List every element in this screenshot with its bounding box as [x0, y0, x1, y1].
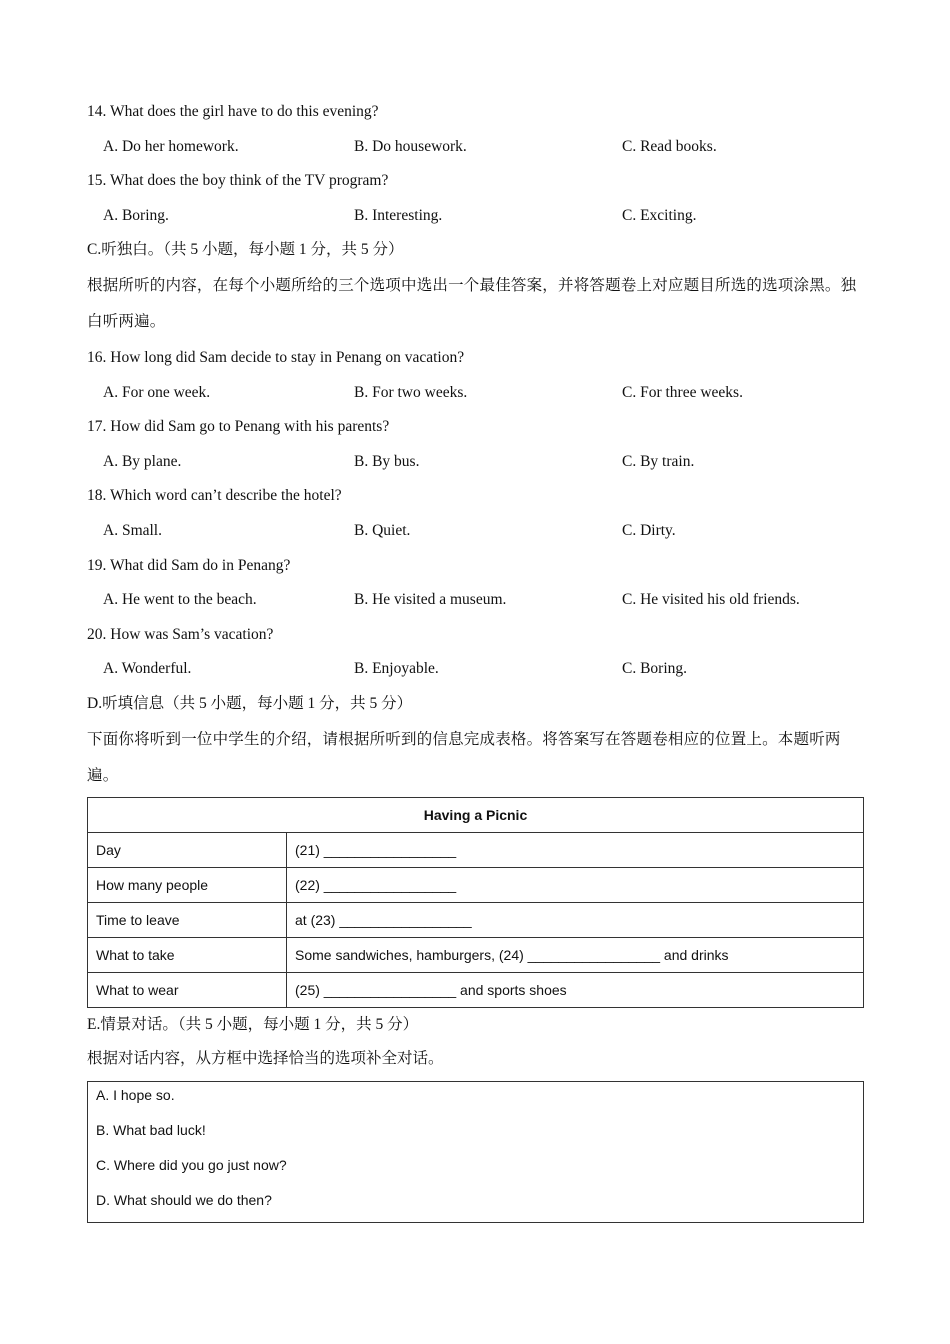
question-18: 18. Which word can’t describe the hotel? [87, 487, 342, 505]
table-header-row [88, 797, 864, 832]
question-18-options [87, 514, 864, 549]
dialogue-options-box [87, 1081, 864, 1223]
option-c: C. Boring. [622, 660, 688, 678]
question-17-options [87, 445, 864, 480]
row-value: (22) _________________ [287, 867, 864, 902]
row-key: What to take [88, 937, 287, 972]
option-c: C. For three weeks. [622, 383, 743, 401]
option-a: A. By plane. [103, 452, 182, 470]
option-b: B. Do housework. [354, 137, 467, 155]
option-a: A. Small. [103, 521, 162, 539]
dialogue-option-a: A. I hope so. [96, 1086, 175, 1103]
row-value: at (23) _________________ [287, 902, 864, 937]
section-e-instruction: 根据对话内容，从方框中选择恰当的选项补全对话。 [87, 1050, 444, 1068]
option-c: C. By train. [622, 452, 695, 470]
table-row [88, 937, 864, 972]
section-d-instruction: 下面你将听到一位中学生的介绍，请根据所听到的信息完成表格。将答案写在答题卷相应的位置上。本题听两遍。 [87, 730, 841, 784]
table-row [88, 972, 864, 1007]
row-key: Time to leave [88, 902, 287, 937]
option-b: B. By bus. [354, 452, 420, 470]
option-c: C. Exciting. [622, 206, 697, 224]
question-15: 15. What does the boy think of the TV program? [87, 172, 389, 190]
option-a: A. He went to the beach. [103, 591, 257, 609]
table-row [88, 832, 864, 867]
picnic-table [87, 797, 864, 1008]
exam-page [87, 95, 864, 1223]
row-value: Some sandwiches, hamburgers, (24) _________________ and drinks [287, 937, 864, 972]
option-b: B. Enjoyable. [354, 660, 439, 678]
section-e-title: E.情景对话。（共 5 小题，每小题 1 分，共 5 分） [87, 1015, 419, 1033]
section-d-title: D.听填信息（共 5 小题，每小题 1 分，共 5 分） [87, 694, 413, 712]
question-14: 14. What does the girl have to do this evening? [87, 103, 379, 120]
question-16: 16. How long did Sam decide to stay in Penang on vacation? [87, 348, 465, 366]
option-b: B. Interesting. [354, 206, 443, 224]
table-title: Having a Picnic [88, 797, 864, 832]
option-b: B. He visited a museum. [354, 591, 507, 609]
option-b: B. For two weeks. [354, 383, 468, 401]
question-15-options [87, 199, 864, 234]
dialogue-option-d: D. What should we do then? [96, 1191, 272, 1208]
row-value: (25) _________________ and sports shoes [287, 972, 864, 1007]
row-key: What to wear [88, 972, 287, 1007]
option-c: C. Dirty. [622, 521, 676, 539]
section-c-instruction: 根据所听的内容，在每个小题所给的三个选项中选出一个最佳答案，并将答题卷上对应题目所选的选项涂黑。独白听两遍。 [87, 276, 857, 331]
question-17: 17. How did Sam go to Penang with his parents? [87, 418, 390, 436]
question-14-options [87, 130, 864, 165]
table-row [88, 902, 864, 937]
option-a: A. Boring. [103, 206, 169, 224]
question-19-options [87, 583, 864, 618]
row-value: (21) _________________ [287, 832, 864, 867]
question-20-options [87, 652, 864, 687]
option-c: C. He visited his old friends. [622, 591, 800, 609]
question-19: 19. What did Sam do in Penang? [87, 556, 291, 574]
option-a: A. For one week. [103, 383, 211, 401]
option-a: A. Wonderful. [103, 660, 192, 678]
row-key: Day [88, 832, 287, 867]
table-row [88, 867, 864, 902]
option-a: A. Do her homework. [103, 137, 239, 155]
question-20: 20. How was Sam’s vacation? [87, 625, 274, 643]
option-b: B. Quiet. [354, 521, 411, 539]
dialogue-option-c: C. Where did you go just now? [96, 1156, 287, 1173]
row-key: How many people [88, 867, 287, 902]
option-c: C. Read books. [622, 137, 717, 155]
section-c-title: C.听独白。（共 5 小题，每小题 1 分，共 5 分） [87, 241, 404, 259]
dialogue-option-b: B. What bad luck! [96, 1121, 206, 1138]
question-16-options [87, 376, 864, 411]
